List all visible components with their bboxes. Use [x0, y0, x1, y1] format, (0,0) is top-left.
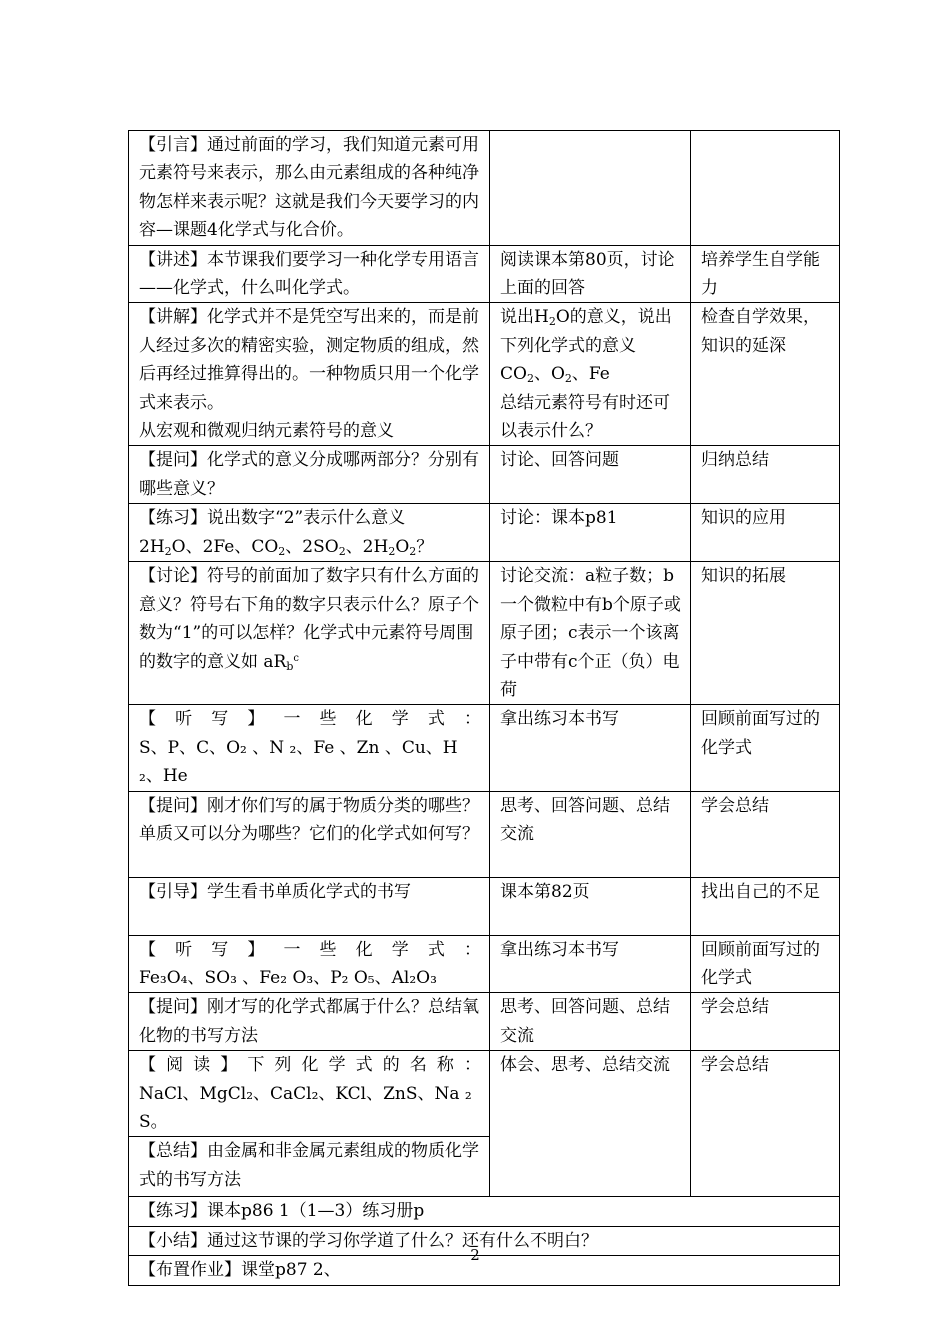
teacher-activity-cell: 【提问】化学式的意义分成哪两部分？分别有哪些意义？ [129, 446, 490, 504]
cell-text: 、O [533, 364, 565, 385]
student-activity-cell: 讨论交流：a粒子数；b一个微粒中有b个原子或原子团；c表示一个该离子中带有c个正（负）电荷 [490, 562, 691, 705]
design-intent-cell: 找出自己的不足 [691, 877, 840, 935]
design-intent-cell [691, 131, 840, 246]
cell-text: 【讲解】化学式并不是凭空写出来的，而是前人经过多次的精密实验，测定物质的组成，然后再经过推算得出的。一种物质只用一个化学式来表示。 [139, 307, 479, 413]
student-activity-cell: 拿出练习本书写 [490, 935, 691, 993]
cell-text: 【听写】一些化学式： [139, 709, 481, 730]
table-row [129, 303, 840, 446]
cell-text: 说出H [500, 307, 549, 328]
student-activity-cell [490, 303, 691, 446]
table-row [129, 562, 840, 705]
cell-text: 【讨论】符号的前面加了数字只有什么方面的意义？符号右下角的数字只表示什么？原子个数为“1”的可以怎样？化学式中元素符号周围的数字的意义如 aR [139, 566, 479, 672]
table-row [129, 993, 840, 1051]
teacher-activity-cell [129, 705, 490, 791]
teacher-activity-cell [129, 562, 490, 705]
teacher-activity-cell [129, 303, 490, 446]
cell-text: 、2H [345, 536, 389, 557]
table-row [129, 1197, 840, 1226]
teacher-activity-cell [129, 935, 490, 993]
design-intent-cell: 学会总结 [691, 1051, 840, 1197]
cell-text: ？ [416, 536, 434, 557]
cell-text: 【练习】说出数字“2”表示什么意义 [139, 508, 406, 529]
formula-list: Fe₃O₄、SO₃ 、Fe₂ O₃、P₂ O₅、Al₂O₃ [139, 967, 437, 988]
subscript: 2 [564, 372, 572, 386]
table-row [129, 504, 840, 562]
cell-text: 【听写】一些化学式： [139, 939, 481, 960]
full-width-cell: 【布置作业】课堂p87 2、 [129, 1256, 840, 1285]
design-intent-cell: 检查自学效果，知识的延深 [691, 303, 840, 446]
design-intent-cell: 回顾前面写过的化学式 [691, 935, 840, 993]
design-intent-cell: 学会总结 [691, 791, 840, 877]
cell-text: O、2Fe、CO [171, 536, 279, 557]
subscript: 2 [164, 544, 172, 558]
table-row [129, 245, 840, 303]
formula-list: NaCl、MgCl₂、CaCl₂、KCl、ZnS、Na ₂S。 [139, 1083, 472, 1132]
teacher-activity-cell: 【提问】刚才你们写的属于物质分类的哪些？单质又可以分为哪些？它们的化学式如何写？ [129, 791, 490, 877]
design-intent-cell: 学会总结 [691, 993, 840, 1051]
table-row [129, 1051, 840, 1137]
student-activity-cell: 体会、思考、总结交流 [490, 1051, 691, 1197]
subscript: 2 [278, 544, 286, 558]
subscript: 2 [388, 544, 396, 558]
full-width-cell: 【练习】课本p86 1（1—3）练习册p [129, 1197, 840, 1226]
cell-text: O的意义，说出下列化学式的意义 [500, 307, 672, 356]
subscript: b [286, 659, 294, 673]
subscript: 2 [548, 315, 556, 329]
student-activity-cell: 思考、回答问题、总结交流 [490, 993, 691, 1051]
student-activity-cell: 讨论、回答问题 [490, 446, 691, 504]
superscript: c [293, 652, 299, 664]
student-activity-cell: 讨论：课本p81 [490, 504, 691, 562]
student-activity-cell: 阅读课本第80页，讨论上面的回答 [490, 245, 691, 303]
teacher-activity-cell [129, 1051, 490, 1137]
table-row [129, 935, 840, 993]
table-row [129, 877, 840, 935]
cell-text: 、2SO [285, 536, 339, 557]
design-intent-cell: 知识的拓展 [691, 562, 840, 705]
teacher-activity-cell: 【提问】刚才写的化学式都属于什么？总结氧化物的书写方法 [129, 993, 490, 1051]
design-intent-cell: 知识的应用 [691, 504, 840, 562]
table-row [129, 446, 840, 504]
subscript: 2 [338, 544, 346, 558]
teacher-activity-cell: 【总结】由金属和非金属元素组成的物质化学式的书写方法 [129, 1137, 490, 1197]
cell-text: CO [500, 364, 527, 385]
cell-text: 从宏观和微观归纳元素符号的意义 [139, 421, 394, 442]
cell-text: 【阅读】下列化学式的名称： [139, 1055, 481, 1076]
page-number: 2 [470, 1246, 480, 1264]
design-intent-cell: 归纳总结 [691, 446, 840, 504]
subscript: 2 [409, 544, 417, 558]
teacher-activity-cell [129, 504, 490, 562]
teacher-activity-cell: 【引言】通过前面的学习，我们知道元素可用元素符号来表示，那么由元素组成的各种纯净物怎样来表示呢？这就是我们今天要学习的内容—课题4化学式与化合价。 [129, 131, 490, 246]
table-row [129, 131, 840, 246]
subscript: 2 [526, 372, 534, 386]
cell-text: O [395, 536, 410, 557]
student-activity-cell: 思考、回答问题、总结交流 [490, 791, 691, 877]
cell-text: 总结元素符号有时还可以表示什么？ [500, 392, 670, 442]
design-intent-cell: 回顾前面写过的化学式 [691, 705, 840, 791]
formula-list: S、P、C、O₂ 、N ₂、Fe 、Zn 、Cu、H₂、He [139, 737, 458, 787]
teacher-activity-cell: 【讲述】本节课我们要学习一种化学专用语言——化学式，什么叫化学式。 [129, 245, 490, 303]
student-activity-cell [490, 131, 691, 246]
table-row [129, 791, 840, 877]
lesson-plan-table [128, 130, 840, 1286]
student-activity-cell: 课本第82页 [490, 877, 691, 935]
teacher-activity-cell: 【引导】学生看书单质化学式的书写 [129, 877, 490, 935]
design-intent-cell: 培养学生自学能力 [691, 245, 840, 303]
cell-text: 、Fe [571, 364, 610, 385]
student-activity-cell: 拿出练习本书写 [490, 705, 691, 791]
table-row [129, 705, 840, 791]
full-width-cell: 【小结】通过这节课的学习你学道了什么？还有什么不明白？ [129, 1226, 840, 1255]
cell-text: 2H [139, 536, 165, 557]
